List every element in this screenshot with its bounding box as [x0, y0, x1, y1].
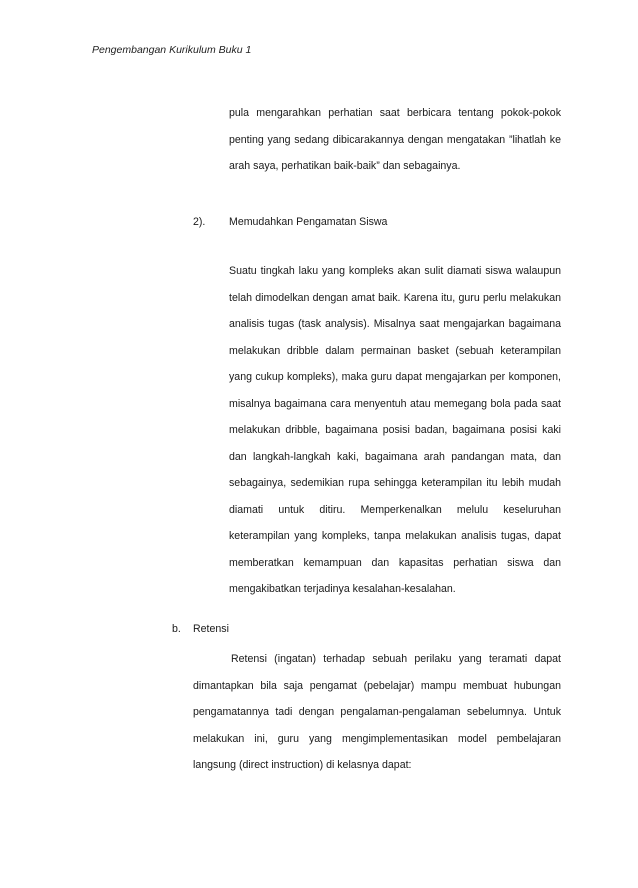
section-b-title: Retensi	[193, 623, 229, 635]
continuation-paragraph	[229, 100, 561, 180]
section-b-body: Retensi (ingatan) terhadap sebuah perilaku yang teramati dapat dimantapkan bila saja pengamat (pebelajar) mampu membuat hubungan pengamatannya tadi dengan pengalaman-pengalaman sebelumnya. Untuk melakukan ini, guru yang mengimplementasikan model pembelajaran langsung (direct instruction) di kelasnya dapat:	[193, 653, 561, 771]
section-b-marker: b.	[172, 623, 181, 635]
running-header: Pengembangan Kurikulum Buku 1	[92, 44, 252, 56]
item-2-marker: 2).	[193, 216, 206, 228]
item-2-title: Memudahkan Pengamatan Siswa	[229, 216, 388, 228]
section-b-paragraph	[193, 646, 561, 779]
item-2-body: Suatu tingkah laku yang kompleks akan sulit diamati siswa walaupun telah dimodelkan dengan amat baik. Karena itu, guru perlu melakukan analisis tugas (task analysis). Misalnya saat mengajarkan bagaimana melakukan dribble dalam permainan basket (sebuah keterampilan yang cukup kompleks), maka guru dapat mengajarkan per komponen, misalnya bagaimana cara menyentuh atau memegang bola pada saat melakukan dribble, bagaimana posisi badan, bagaimana posisi kaki dan langkah-langkah kaki, bagaimana arah pandangan mata, dan sebagainya, sedemikian rupa sehingga keterampilan itu lebih mudah diamati untuk ditiru. Memperkenalkan melulu keseluruhan keterampilan yang kompleks, tanpa melakukan analisis tugas, dapat memberatkan kemampuan dan kapasitas perhatian siswa dan mengakibatkan terjadinya kesalahan-kesalahan.	[229, 265, 561, 595]
continuation-text: pula mengarahkan perhatian saat berbicara tentang pokok-pokok penting yang sedang dibicarakannya dengan mengatakan ”lihatlah ke arah saya, perhatikan baik-baik” dan sebagainya.	[229, 107, 561, 172]
item-2-paragraph	[229, 258, 561, 603]
